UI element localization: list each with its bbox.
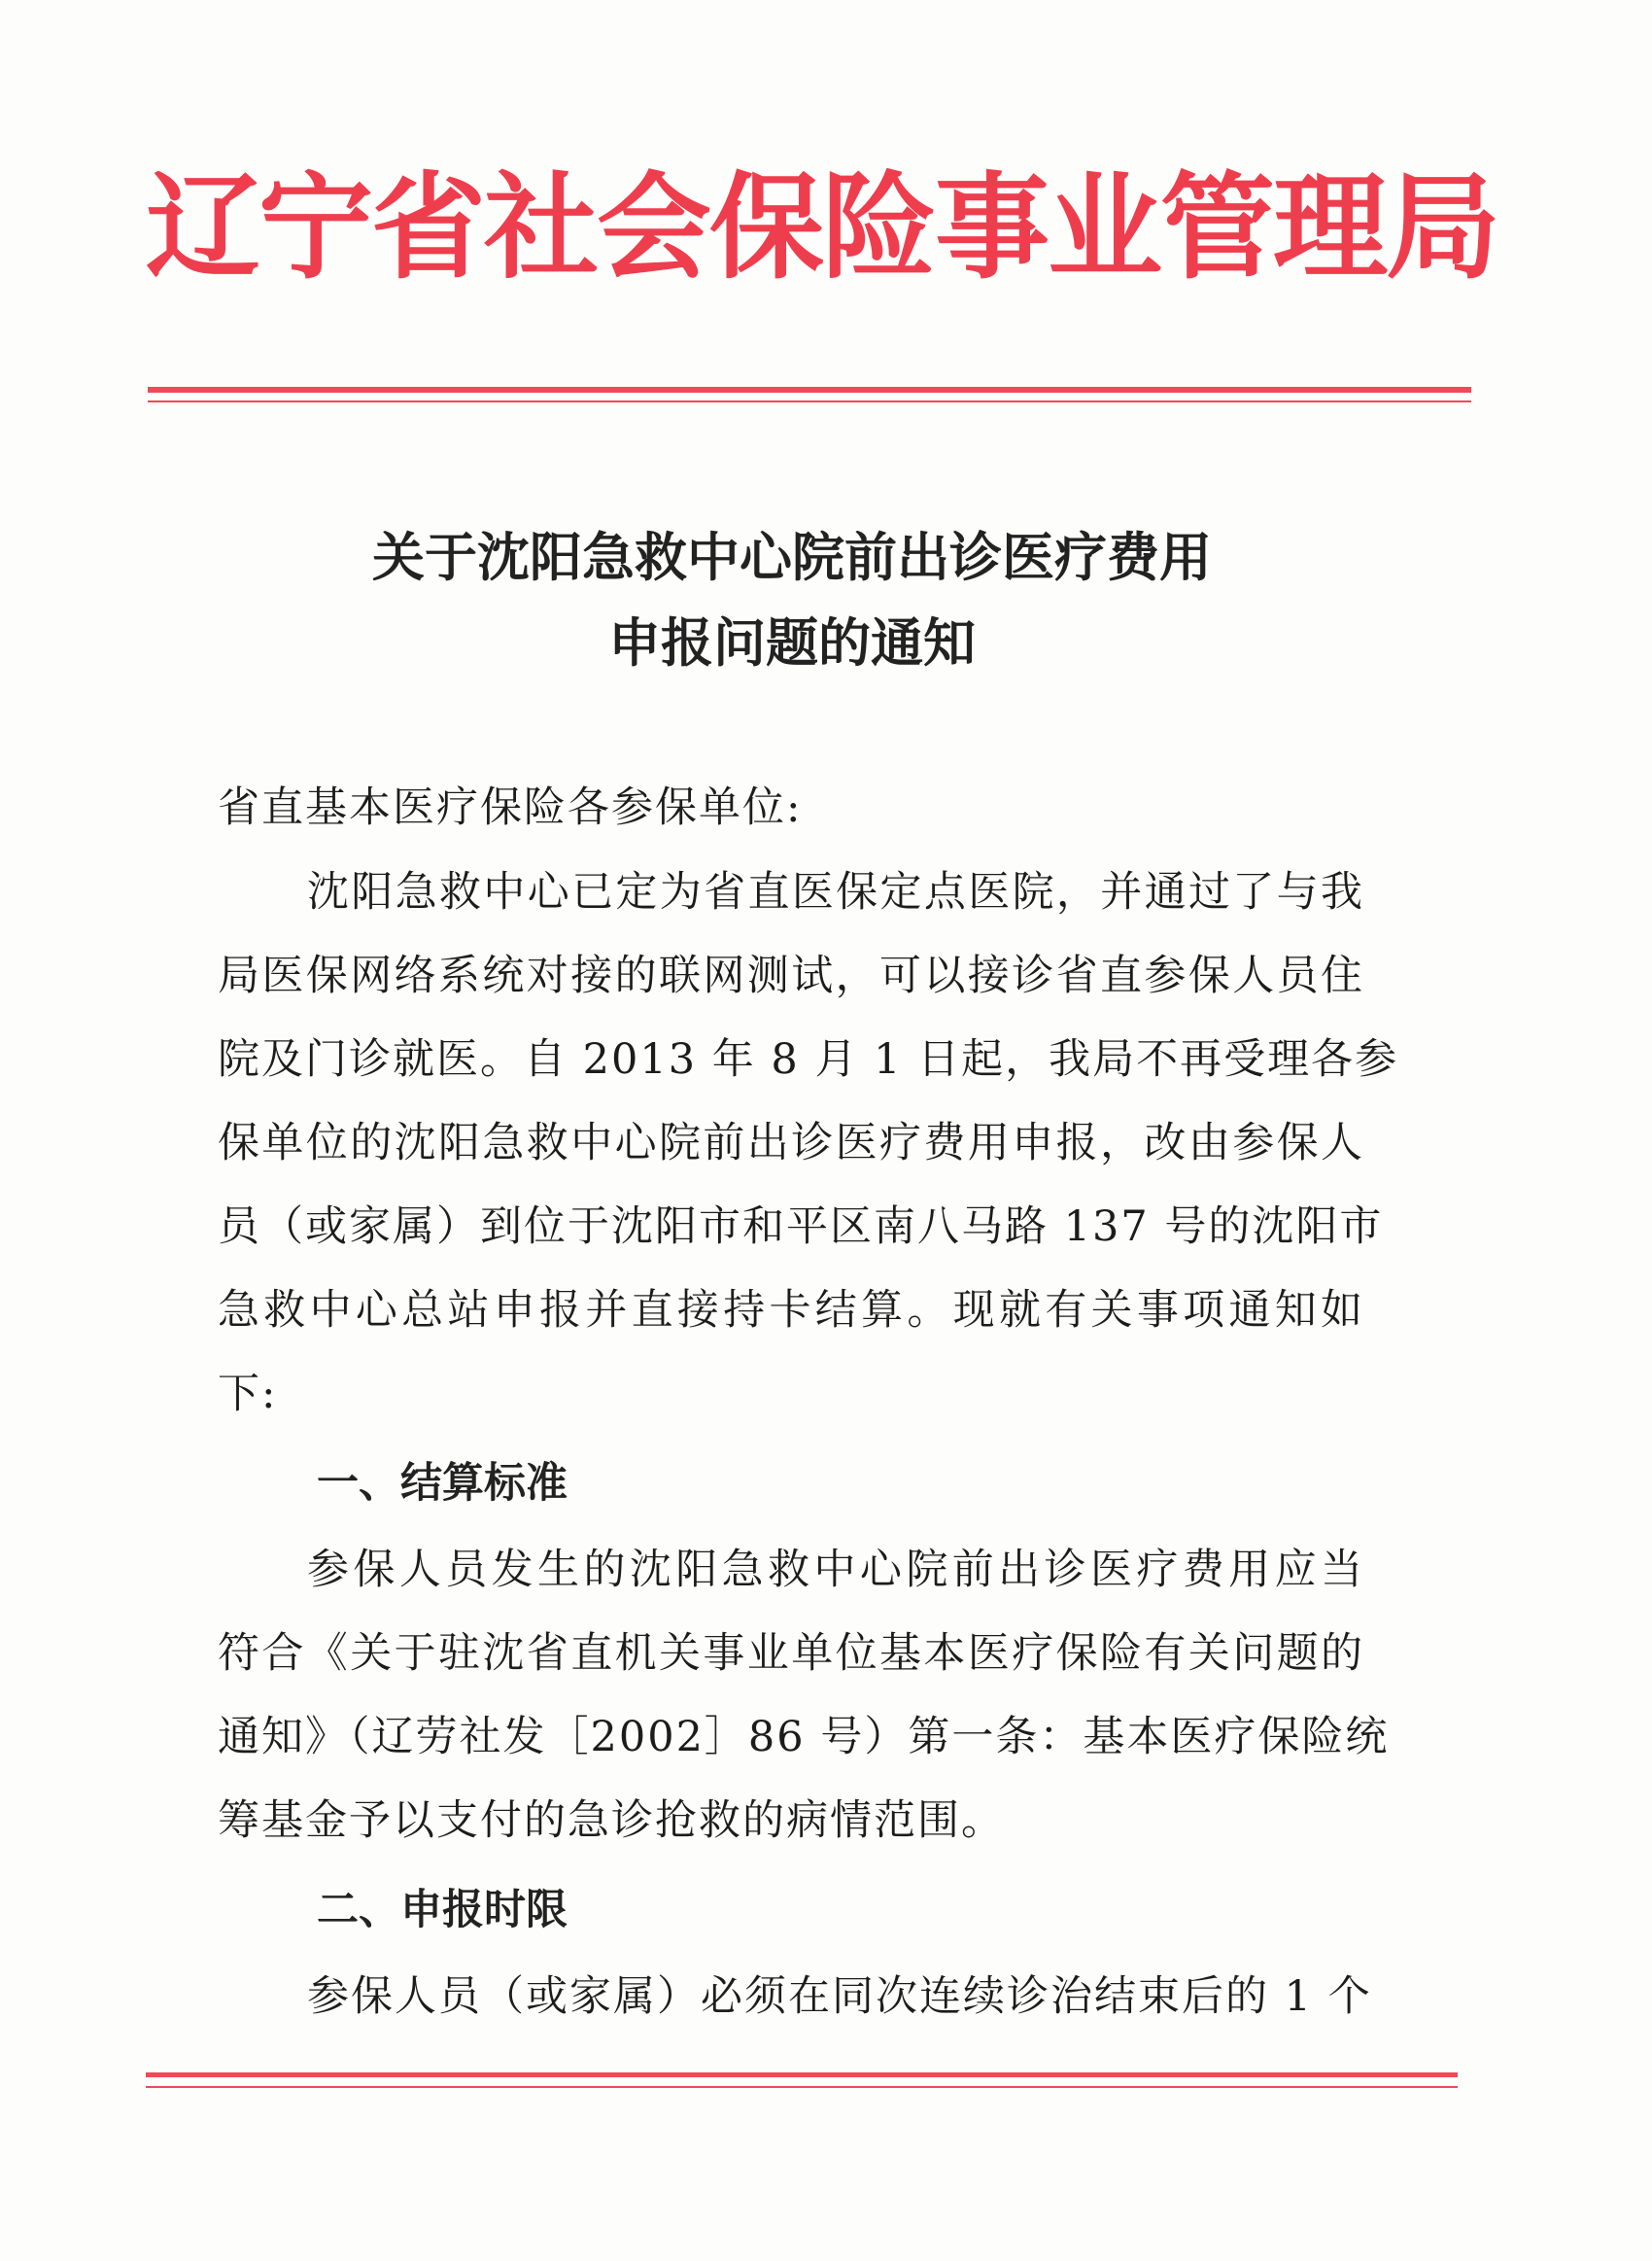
section-1-line: 参保人员发生的沈阳急救中心院前出诊医疗费用应当 (307, 1546, 1364, 1594)
intro-line: 沈阳急救中心已定为省直医保定点医院，并通过了与我 (307, 868, 1364, 917)
addressee: 省直基本医疗保险各参保单位: (218, 783, 803, 832)
letterhead-rule-thick (148, 387, 1471, 393)
section-2-line: 参保人员（或家属）必须在同次连续诊治结束后的 1 个 (307, 1972, 1372, 2021)
section-2-heading: 二、申报时限 (317, 1886, 568, 1934)
footer-rule-thick (146, 2072, 1458, 2077)
intro-line: 员（或家属）到位于沈阳市和平区南八马路 137 号的沈阳市 (218, 1202, 1384, 1251)
document-title-line-2: 申报问题的通知 (608, 611, 976, 674)
footer-rule-thin (146, 2086, 1458, 2088)
section-1-line: 筹基金予以支付的急诊抢救的病情范围。 (218, 1796, 1005, 1845)
section-1-line: 符合《关于驻沈省直机关事业单位基本医疗保险有关问题的 (218, 1629, 1364, 1678)
letterhead-org-name: 辽宁省社会保险事业管理局 (146, 160, 1499, 295)
intro-line: 局医保网络系统对接的联网测试，可以接诊省直参保人员住 (218, 952, 1364, 1000)
document-title-line-1: 关于沈阳急救中心院前出诊医疗费用 (372, 526, 1212, 588)
section-1-heading: 一、结算标准 (317, 1459, 568, 1508)
letterhead-rule-thin (148, 400, 1471, 402)
section-1-line: 通知》（辽劳社发［2002］86 号）第一条：基本医疗保险统 (218, 1713, 1390, 1761)
intro-line: 下: (218, 1370, 278, 1418)
intro-line: 院及门诊就医。自 2013 年 8 月 1 日起，我局不再受理各参 (218, 1035, 1399, 1084)
intro-line: 保单位的沈阳急救中心院前出诊医疗费用申报，改由参保人 (218, 1119, 1364, 1167)
intro-line: 急救中心总站申报并直接持卡结算。现就有关事项通知如 (218, 1286, 1364, 1335)
